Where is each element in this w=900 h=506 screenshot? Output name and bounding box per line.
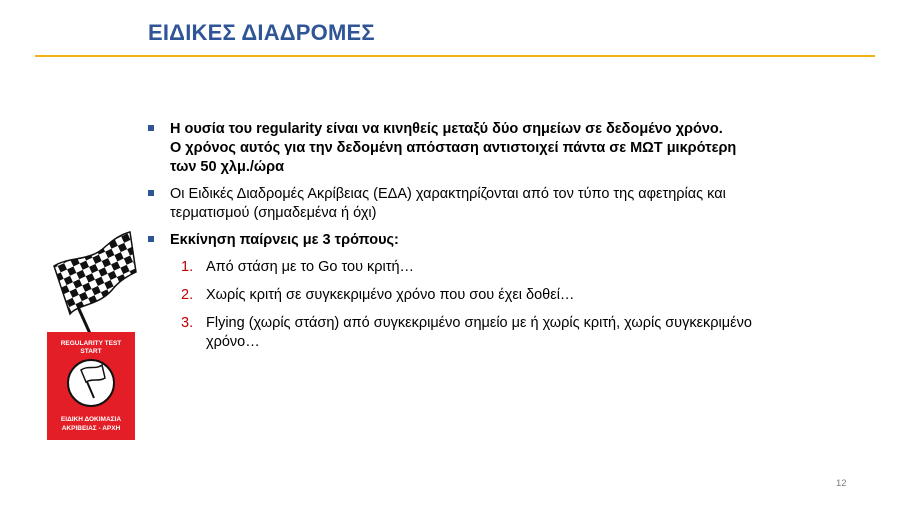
list-number: 1. bbox=[181, 259, 194, 275]
bullet-line: Η ουσία του regularity είναι να κινηθείς μεταξύ δύο σημείων σε δεδομένο χρόνο. bbox=[170, 121, 723, 137]
slide-title: ΕΙΔΙΚΕΣ ΔΙΑΔΡΟΜΕΣ bbox=[148, 20, 375, 45]
bullet-item bbox=[148, 231, 848, 250]
numbered-item bbox=[148, 314, 848, 352]
title-underline bbox=[35, 55, 875, 57]
sign-top-line2: START bbox=[80, 348, 102, 355]
numbered-item bbox=[148, 286, 848, 305]
sign-top-line1: REGULARITY TEST bbox=[60, 340, 122, 347]
bullet-line: Εκκίνηση παίρνεις με 3 τρόπους: bbox=[170, 232, 399, 248]
numbered-line: Χωρίς κριτή σε συγκεκριμένο χρόνο που σου έχει δοθεί… bbox=[206, 287, 575, 303]
bullet-line: των 50 χλμ./ώρα bbox=[170, 159, 285, 175]
content-body bbox=[148, 120, 848, 361]
bullet-line: τερματισμού (σημαδεμένα ή όχι) bbox=[170, 205, 377, 221]
bullet-item bbox=[148, 185, 848, 223]
list-number: 3. bbox=[181, 315, 194, 331]
numbered-line: Flying (χωρίς στάση) από συγκεκριμένο σημείο με ή χωρίς κριτή, χωρίς συγκεκριμένο bbox=[206, 315, 752, 331]
regularity-start-graphic bbox=[40, 228, 140, 442]
regularity-start-sign-icon bbox=[47, 332, 135, 440]
numbered-line: χρόνο… bbox=[206, 334, 260, 350]
numbered-item bbox=[148, 258, 848, 277]
square-bullet-icon bbox=[148, 190, 154, 196]
square-bullet-icon bbox=[148, 125, 154, 131]
numbered-line: Από στάση με το Go του κριτή… bbox=[206, 259, 415, 275]
page-number: 12 bbox=[836, 478, 847, 489]
numbered-list bbox=[148, 258, 848, 352]
list-number: 2. bbox=[181, 287, 194, 303]
bullet-line: Οι Ειδικές Διαδρομές Ακρίβειας (ΕΔΑ) χαρακτηρίζονται από τον τύπο της αφετηρίας και bbox=[170, 186, 726, 202]
sign-bottom-line1: ΕΙΔΙΚΗ ΔΟΚΙΜΑΣΙΑ bbox=[60, 416, 122, 423]
checkered-flag-icon bbox=[54, 232, 136, 314]
bullet-item bbox=[148, 120, 848, 177]
square-bullet-icon bbox=[148, 236, 154, 242]
bullet-line: Ο χρόνος αυτός για την δεδομένη απόσταση αντιστοιχεί πάντα σε ΜΩΤ μικρότερη bbox=[170, 140, 737, 156]
sign-bottom-line2: ΑΚΡΙΒΕΙΑΣ - ΑΡΧΗ bbox=[61, 425, 121, 432]
